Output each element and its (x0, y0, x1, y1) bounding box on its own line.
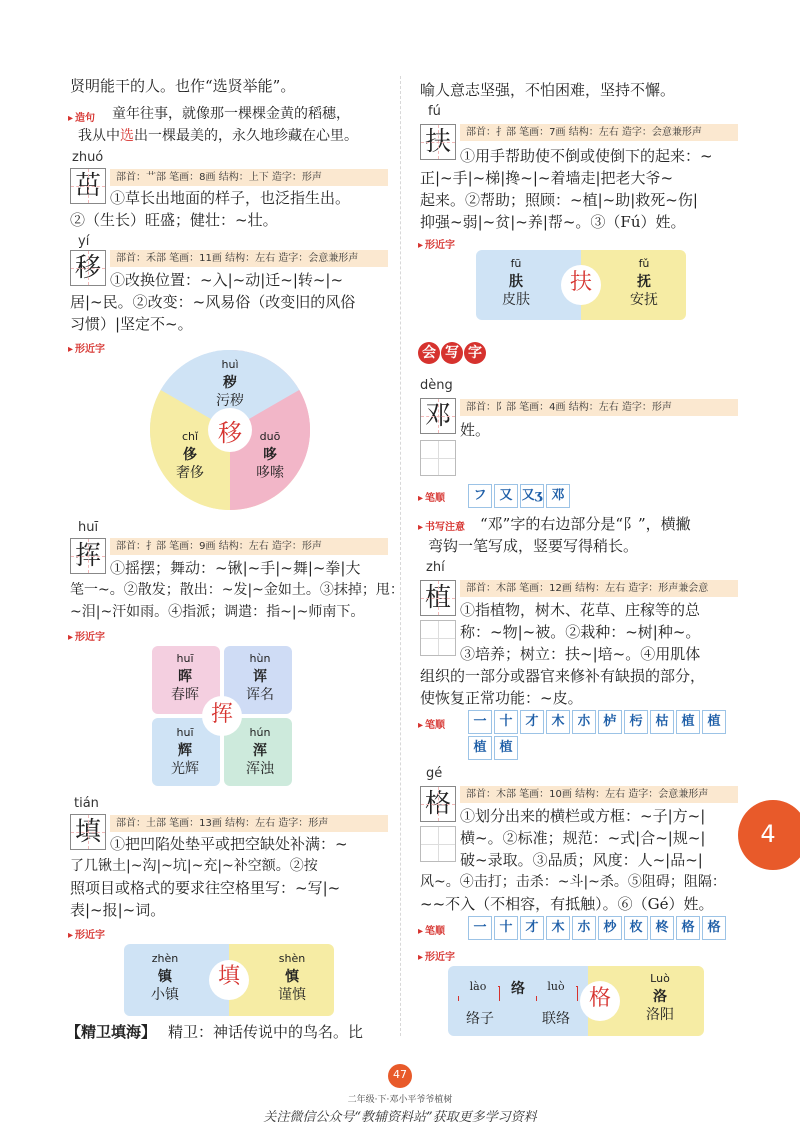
fu-pair-item-1: fū 肤 皮肤 (502, 257, 530, 308)
ge-stroke-6: 杪 (598, 916, 622, 940)
section-title-char: 写 (441, 342, 463, 364)
ge-stroke-9: 格 (676, 916, 700, 940)
tian-info: 部首：土部 笔画：13画 结构：左右 造字：形声 (110, 815, 388, 832)
ge-def-4: 风~。④击打；击杀：~斗|~杀。⑤阻碍；阻隔： (420, 874, 726, 890)
sentence-line-2: 我从中选出一棵最美的，永久地珍藏在心里。 (78, 128, 358, 144)
ge-pair-center: 格 (588, 986, 611, 1011)
deng-info: 部首：阝部 笔画：4画 结构：左右 造字：形声 (460, 399, 738, 416)
zhi-stroke-4: 木 (546, 710, 570, 734)
zhi-char: 植 (420, 580, 456, 616)
fu-def-1: ①用手帮助使不倒或使倒下的起来：~ (460, 147, 713, 165)
ge-stroke-4: 木 (546, 916, 570, 940)
zhi-def-2: 称：~物|~被。②栽种：~树|种~。 (460, 623, 701, 641)
hui-info: 部首：扌部 笔画：9画 结构：左右 造字：形声 (110, 538, 388, 555)
note-line-2: 弯钩一笔写成，竖要写得稍长。 (428, 537, 639, 555)
zhi-def-4: 组织的一部分或器官来修补有缺损的部分， (420, 667, 706, 685)
idiom-text: 精卫：神话传说中的鸟名。比 (168, 1023, 364, 1041)
ge-left-word-1: 络子 (466, 1011, 494, 1027)
zhi-stroke-1: 一 (468, 710, 492, 734)
zhuo-pinyin: zhuó (72, 150, 104, 165)
tian-pinyin: tián (74, 796, 99, 811)
zhuo-def-2: ②（生长）旺盛；健壮：~壮。 (70, 211, 278, 229)
tian-def-2: 了几锹土|~沟|~坑|~充|~补空额。②按 (70, 858, 318, 874)
page-number: 47 (393, 1068, 407, 1081)
tian-def-4: 表|~报|~词。 (70, 901, 166, 919)
fu-pair-center: 扶 (569, 270, 592, 295)
deng-writing-box[interactable] (420, 440, 456, 476)
tian-char: 填 (70, 814, 106, 850)
zhi-stroke-9: 植 (676, 710, 700, 734)
hui-def-3: ~泪|~汗如雨。④指派；调遣：指~|~师南下。 (70, 604, 365, 620)
hui-char: 挥 (70, 538, 106, 574)
deng-pinyin: dèng (420, 378, 453, 393)
yi-def-2: 居|~民。②改变：~风易俗（改变旧的风俗 (70, 293, 356, 311)
yi-wheel-item-1: huì 秽 污秽 (216, 358, 244, 409)
zhi-stroke-6: 栌 (598, 710, 622, 734)
hui-grid-item-3: huī 辉 光辉 (171, 726, 199, 777)
zhi-stroke-12: 植 (494, 736, 518, 760)
deng-stroke-tag: ▸ 笔顺 (418, 489, 445, 504)
zhuo-char: 茁 (70, 168, 106, 204)
column-divider (400, 76, 401, 1036)
tian-similar-tag: ▸ 形近字 (68, 926, 105, 941)
zhi-stroke-5: 朩 (572, 710, 596, 734)
yi-pinyin: yí (78, 234, 90, 249)
zhi-stroke-tag: ▸ 笔顺 (418, 716, 445, 731)
zhi-info: 部首：木部 笔画：12画 结构：左右 造字：形声兼会意 (460, 580, 738, 597)
hui-grid-center: 挥 (210, 702, 233, 727)
deng-def-1: 姓。 (460, 421, 491, 439)
intro-line: 贤明能干的人。也作“选贤举能”。 (70, 77, 296, 95)
ge-stroke-3: 才 (520, 916, 544, 940)
section-title-write (418, 342, 487, 364)
ge-left-pinyin-1: lào (458, 978, 498, 996)
fu-def-3: 起来。②帮助；照顾：~植|~助|救死~伤| (420, 191, 698, 209)
yi-wheel-center: 移 (218, 419, 242, 447)
ge-info: 部首：木部 笔画：10画 结构：左右 造字：会意兼形声 (460, 786, 738, 803)
tian-pair-center: 填 (217, 964, 240, 989)
yi-info: 部首：禾部 笔画：11画 结构：左右 造字：会意兼形声 (110, 250, 388, 267)
hui-def-1: ①摇摆；舞动：~锹|~手|~舞|~拳|大 (110, 559, 361, 577)
hui-grid-item-1: huī 晖 春晖 (171, 652, 199, 703)
zhi-pinyin: zhí (426, 560, 445, 575)
deng-stroke-2: 又 (494, 484, 518, 508)
tian-def-1: ①把凹陷处垫平或把空缺处补满：~ (110, 835, 348, 853)
zhi-def-5: 使恢复正常功能：~皮。 (420, 689, 583, 707)
footer-line-2: 关注微信公众号“教辅资料站”获取更多学习资料 (263, 1110, 537, 1125)
ge-def-1: ①划分出来的横栏或方框：~子|方~| (460, 807, 706, 825)
zhi-def-1: ①指植物，树木、花草、庄稼等的总 (460, 601, 701, 619)
fu-pair-item-2: fǔ 抚 安抚 (630, 257, 658, 308)
fu-info: 部首：扌部 笔画：7画 结构：左右 造字：会意兼形声 (460, 124, 738, 141)
zhuo-def-1: ①草长出地面的样子，也泛指生出。 (110, 189, 351, 207)
hui-grid-item-4: hún 浑 浑浊 (246, 726, 274, 777)
yi-wheel-item-3: duō 哆 哆嗦 (256, 430, 284, 481)
ge-stroke-5: 朩 (572, 916, 596, 940)
deng-char: 邓 (420, 398, 456, 434)
tian-pair-item-1: zhèn 镇 小镇 (151, 952, 179, 1003)
ge-left-word-2: 联络 (542, 1011, 570, 1027)
continued-line: 喻人意志坚强，不怕困难，坚持不懈。 (420, 81, 676, 99)
yi-def-3: 习惯）|坚定不~。 (70, 315, 193, 333)
deng-stroke-3: 又ʒ (520, 484, 544, 508)
ge-char: 格 (420, 786, 456, 822)
yi-wheel-item-2: chǐ 侈 奢侈 (176, 430, 204, 481)
zhi-stroke-7: 杇 (624, 710, 648, 734)
idiom-title: 【精卫填海】 (66, 1023, 157, 1041)
zhi-writing-box[interactable] (420, 620, 456, 656)
ge-stroke-10: 格 (702, 916, 726, 940)
section-title-char: 字 (464, 342, 486, 364)
ge-stroke-tag: ▸ 笔顺 (418, 922, 445, 937)
ge-stroke-7: 枚 (624, 916, 648, 940)
note-line-1: “邓”字的右边部分是“阝”，横撇 (480, 515, 691, 533)
yi-def-1: ①改换位置：~入|~动|迁~|转~|~ (110, 271, 344, 289)
zhi-def-3: ③培养；树立：扶~|培~。④用肌体 (460, 645, 701, 663)
hui-def-2: 笔一~。②散发；散出：~发|~金如土。③抹掉；甩： (70, 582, 404, 598)
tian-def-3: 照项目或格式的要求往空格里写：~写|~ (70, 879, 341, 897)
ge-stroke-1: 一 (468, 916, 492, 940)
ge-similar-tag: ▸ 形近字 (418, 948, 455, 963)
zhi-stroke-3: 才 (520, 710, 544, 734)
ge-def-2: 横~。②标准；规范：~式|合~|规~| (460, 829, 706, 847)
section-title-char: 会 (418, 342, 440, 364)
ge-writing-box[interactable] (420, 826, 456, 862)
ge-stroke-8: 柊 (650, 916, 674, 940)
zhuo-info: 部首：艹部 笔画：8画 结构：上下 造字：形声 (110, 169, 388, 186)
hui-similar-tag: ▸ 形近字 (68, 628, 105, 643)
yi-char: 移 (70, 250, 106, 286)
zhi-stroke-8: 枯 (650, 710, 674, 734)
hui-pinyin: huī (78, 520, 99, 535)
deng-stroke-1: フ (468, 484, 492, 508)
fu-similar-tag: ▸ 形近字 (418, 236, 455, 251)
ge-stroke-2: 十 (494, 916, 518, 940)
fu-def-4: 抑强~弱|~贫|~养|帮~。③（Fú）姓。 (420, 213, 686, 231)
chapter-number: 4 (760, 820, 776, 848)
ge-left-pinyin-2: luò (536, 978, 576, 996)
ge-left-mid-char: 络 (511, 981, 525, 997)
note-tag: ▸ 书写注意 (418, 518, 465, 533)
zhi-stroke-11: 植 (468, 736, 492, 760)
sentence-tag: ▸ 造句 (68, 109, 95, 124)
ge-right-item: Luò 洛 洛阳 (646, 972, 674, 1023)
ge-pinyin: gé (426, 766, 443, 781)
fu-def-2: 正|~手|~梯|搀~|~着墙走|把老大爷~ (420, 169, 674, 187)
footer-line-1: 二年级·下·邓小平爷爷植树 (347, 1095, 453, 1105)
fu-char: 扶 (420, 124, 456, 160)
ge-def-3: 破~录取。③品质；风度：人~|品~| (460, 851, 703, 869)
zhi-stroke-10: 植 (702, 710, 726, 734)
ge-def-5: ~~不入（不相容，有抵触）。⑥（Gé）姓。 (420, 895, 714, 913)
fu-pinyin: fú (428, 104, 441, 119)
sentence-line-1: 童年往事，就像那一棵棵金黄的稻穗， (112, 106, 350, 122)
tian-pair-item-2: shèn 慎 谨慎 (278, 952, 306, 1003)
deng-stroke-4: 邓 (546, 484, 570, 508)
zhi-stroke-2: 十 (494, 710, 518, 734)
hui-grid-item-2: hùn 诨 诨名 (246, 652, 274, 703)
yi-similar-tag: ▸ 形近字 (68, 340, 105, 355)
